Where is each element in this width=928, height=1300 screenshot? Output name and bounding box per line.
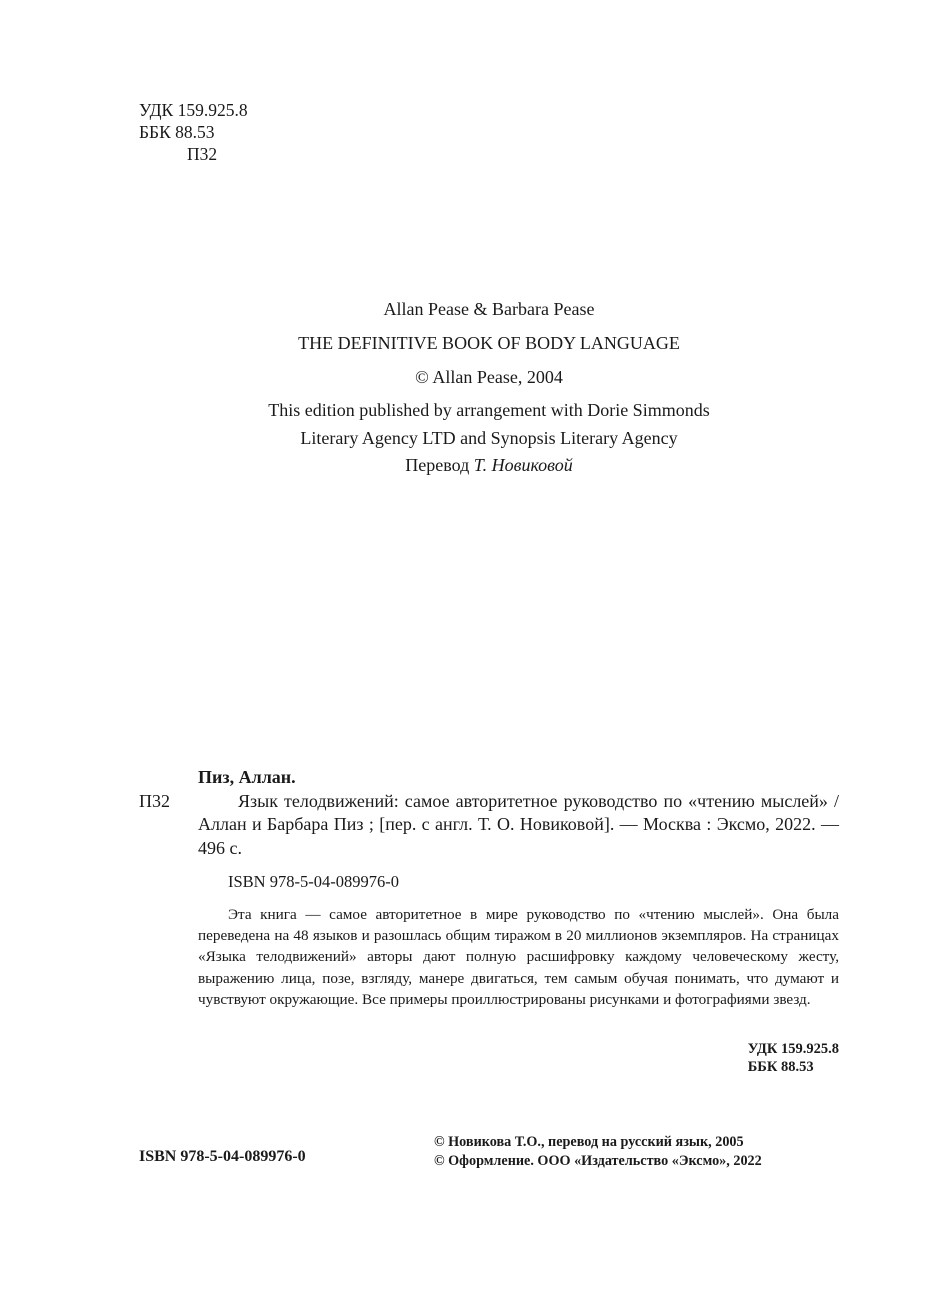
author-code: П32 [187, 144, 218, 164]
footer-copyrights [434, 1133, 762, 1171]
entry-description: Язык телодвижений: самое авторитетное руководство по «чтению мыслей» / Аллан и Барбара Пиз ; [пер. с англ. Т. О. Новиковой]. — Москва : Эксмо, 2022. — 496 с. [198, 790, 839, 858]
footer-classification [748, 1040, 839, 1076]
arrangement-line-2: Literary Agency LTD and Synopsis Literary Agency [300, 428, 678, 448]
bibliographic-entry [139, 790, 839, 861]
entry-isbn: ISBN 978-5-04-089976-0 [228, 872, 399, 891]
udk-code: УДК 159.925.8 [139, 100, 248, 120]
copyright-design: © Оформление. ООО «Издательство «Эксмо», 2022 [434, 1153, 762, 1169]
bbk-code: ББК 88.53 [139, 122, 215, 142]
original-title: THE DEFINITIVE BOOK OF BODY LANGUAGE [298, 333, 680, 353]
annotation-text: Эта книга — самое авторитетное в мире руководство по «чтению мыслей». Она была переведена на 48 языков и разошлась общим тиражом в 20 миллионов экземпляров. На страницах «Языка телодвижений» авторы дают полную расшифровку каждому человеческому жесту, выражению лица, позе, взгляду, манере двигаться, тем самым обучая понимать, что думают и чувствуют окружающие. Все примеры проиллюстрированы рисунками и фотографиями звезд. [198, 906, 839, 1008]
original-credits [0, 292, 928, 450]
footer-bbk: ББК 88.53 [747, 1059, 814, 1075]
translation-credit [0, 455, 928, 476]
entry-code: П32 [139, 790, 170, 811]
translation-label: Перевод [405, 455, 470, 475]
translator-name: Т. Новиковой [473, 455, 573, 475]
author-heading: Пиз, Аллан. [198, 767, 296, 787]
footer-udk: УДК 159.925.8 [747, 1041, 839, 1057]
footer-isbn: ISBN 978-5-04-089976-0 [139, 1148, 306, 1165]
classification-codes [139, 99, 248, 165]
copyright-translation: © Новикова Т.О., перевод на русский язык, 2005 [434, 1134, 744, 1150]
arrangement-line-1: This edition published by arrangement with Dorie Simmonds [268, 400, 710, 420]
original-authors: Allan Pease & Barbara Pease [383, 299, 595, 319]
bibliographic-record [139, 766, 839, 894]
original-copyright: © Allan Pease, 2004 [415, 367, 563, 387]
